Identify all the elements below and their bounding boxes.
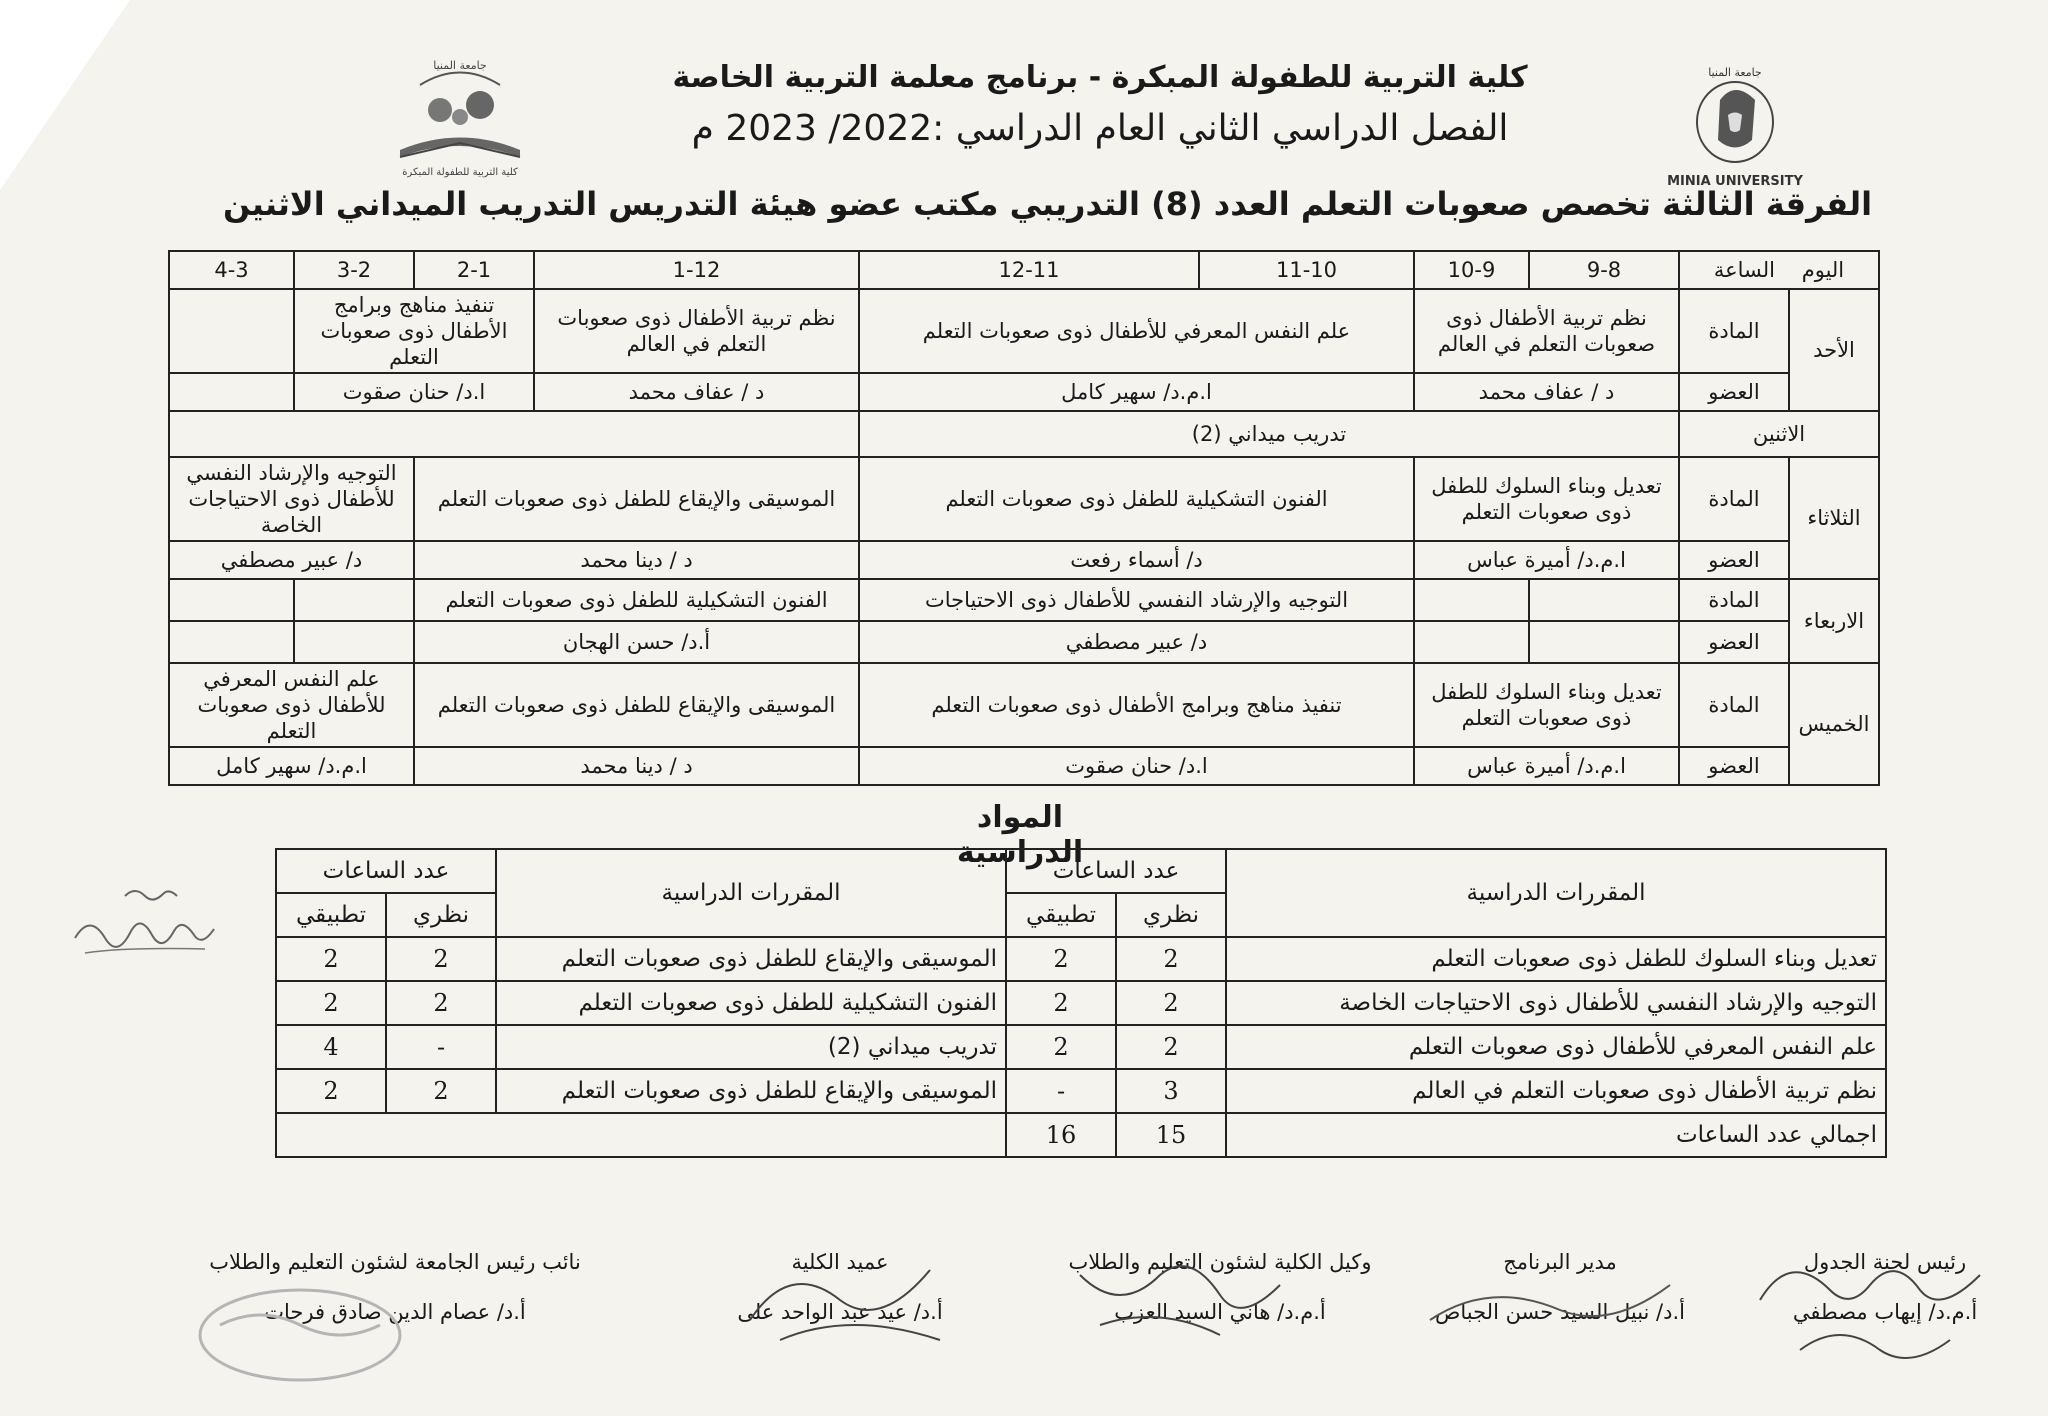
day-name: الخميس: [1789, 663, 1879, 785]
slot-header: 11-10: [1199, 251, 1414, 289]
handwritten-signature: [1060, 1245, 1300, 1365]
total-label: اجمالي عدد الساعات: [1226, 1113, 1886, 1157]
subject-row: [276, 981, 1886, 1025]
theory-hours: 2: [1116, 981, 1226, 1025]
schedule-cell: د/ أسماء رفعت: [859, 541, 1414, 579]
wednesday-subject-row: [169, 579, 1879, 621]
slot-header: 2-1: [414, 251, 534, 289]
schedule-cell: ا.م.د/ أميرة عباس: [1414, 747, 1679, 785]
theory-hours: 3: [1116, 1069, 1226, 1113]
sunday-member-row: [169, 373, 1879, 411]
row-label: العضو: [1679, 747, 1789, 785]
theory-hours: -: [386, 1025, 496, 1069]
practical-hours: -: [1006, 1069, 1116, 1113]
schedule-cell: [1414, 621, 1529, 663]
schedule-cell: د / عفاف محمد: [534, 373, 859, 411]
faded-stamp: [180, 1275, 420, 1405]
svg-text:MINIA UNIVERSITY: MINIA UNIVERSITY: [1667, 174, 1803, 189]
slot-header: 1-12: [534, 251, 859, 289]
slot-header: 4-3: [169, 251, 294, 289]
schedule-cell: [294, 579, 414, 621]
total-theory: 15: [1116, 1113, 1226, 1157]
schedule-cell: [169, 289, 294, 373]
row-label: العضو: [1679, 541, 1789, 579]
handwritten-signature: [1740, 1240, 2020, 1390]
subject-row: [276, 937, 1886, 981]
theory-header: نظري: [386, 893, 496, 937]
schedule-cell: علم النفس المعرفي للأطفال ذوى صعوبات التعلم: [169, 663, 414, 747]
course-name: نظم تربية الأطفال ذوى صعوبات التعلم في العالم: [1226, 1069, 1886, 1113]
row-label: المادة: [1679, 663, 1789, 747]
schedule-cell: [1414, 579, 1529, 621]
schedule-cell: تعديل وبناء السلوك للطفل ذوى صعوبات التعلم: [1414, 457, 1679, 541]
course-name: الموسيقى والإيقاع للطفل ذوى صعوبات التعلم: [496, 1069, 1006, 1113]
day-name: الاثنين: [1679, 411, 1879, 457]
thursday-subject-row: [169, 663, 1879, 747]
day-name: الأحد: [1789, 289, 1879, 411]
schedule-cell: [169, 621, 294, 663]
faculty-logo: [380, 55, 540, 180]
schedule-cell: [1529, 621, 1679, 663]
course-name: التوجيه والإرشاد النفسي للأطفال ذوى الاحتياجات الخاصة: [1226, 981, 1886, 1025]
signature-block-program-director: مدير البرنامج أ.د/ نبيل السيد حسن الجباص: [1434, 1250, 1685, 1324]
schedule-cell: الفنون التشكيلية للطفل ذوى صعوبات التعلم: [414, 579, 859, 621]
theory-hours: 2: [1116, 1025, 1226, 1069]
schedule-cell: [169, 579, 294, 621]
signatory-name: أ.م.د/ هاني السيد العزب: [1114, 1300, 1326, 1324]
slot-header: 3-2: [294, 251, 414, 289]
day-hour-header: اليوم الساعة: [1679, 251, 1879, 289]
signatory-name: أ.د/ عيد عبد الواحد على: [737, 1300, 943, 1324]
signatory-name: أ.م.د/ إيهاب مصطفي: [1792, 1300, 1978, 1324]
schedule-cell: [1529, 579, 1679, 621]
practical-hours: 2: [1006, 1025, 1116, 1069]
course-name: تعديل وبناء السلوك للطفل ذوى صعوبات التعلم: [1226, 937, 1886, 981]
schedule-cell: [294, 621, 414, 663]
schedule-cell: ا.د/ حنان صقوت: [294, 373, 534, 411]
signature-block-vice-dean: وكيل الكلية لشئون التعليم والطلاب أ.م.د/ هاني السيد العزب: [1068, 1250, 1372, 1324]
schedule-cell: أ.د/ حسن الهجان: [414, 621, 859, 663]
slot-header: 10-9: [1414, 251, 1529, 289]
practical-header: تطبيقي: [276, 893, 386, 937]
course-name: الموسيقى والإيقاع للطفل ذوى صعوبات التعلم: [496, 937, 1006, 981]
theory-hours: 2: [1116, 937, 1226, 981]
sunday-subject-row: [169, 289, 1879, 373]
day-name: الثلاثاء: [1789, 457, 1879, 579]
schedule-cell: د / عفاف محمد: [1414, 373, 1679, 411]
course-name: علم النفس المعرفي للأطفال ذوى صعوبات التعلم: [1226, 1025, 1886, 1069]
svg-text:جامعة المنيا: جامعة المنيا: [433, 59, 487, 72]
signatory-name: أ.د/ عصام الدين صادق فرحات: [264, 1300, 526, 1324]
signature-block-dean: عميد الكلية أ.د/ عيد عبد الواحد على: [737, 1250, 943, 1324]
schedule-title: الفرقة الثالثة تخصص صعوبات التعلم العدد (8) التدريبي مكتب عضو هيئة التدريس التدريب الميداني الاثنين: [222, 185, 1873, 223]
slot-header: 9-8: [1529, 251, 1679, 289]
signatory-name: أ.د/ نبيل السيد حسن الجباص: [1434, 1300, 1685, 1324]
schedule-cell: علم النفس المعرفي للأطفال ذوى صعوبات التعلم: [859, 289, 1414, 373]
subjects-header-row: [276, 849, 1886, 893]
practical-hours: 2: [276, 937, 386, 981]
subjects-title: المواد الدراسية: [956, 800, 1084, 870]
schedule-cell: ا.م.د/ أميرة عباس: [1414, 541, 1679, 579]
practical-hours: 2: [1006, 937, 1116, 981]
schedule-cell: نظم تربية الأطفال ذوى صعوبات التعلم في العالم: [1414, 289, 1679, 373]
handwritten-signature: [1420, 1270, 1680, 1350]
total-row: [276, 1113, 1886, 1157]
schedule-cell: ا.م.د/ سهير كامل: [169, 747, 414, 785]
hours-header: عدد الساعات: [1006, 849, 1226, 893]
hours-header: عدد الساعات: [276, 849, 496, 893]
schedule-cell: تدريب ميداني (2): [859, 411, 1679, 457]
schedule-cell: د/ عبير مصطفي: [169, 541, 414, 579]
schedule-cell: د / دينا محمد: [414, 541, 859, 579]
schedule-cell: الموسيقى والإيقاع للطفل ذوى صعوبات التعلم: [414, 457, 859, 541]
semester-heading: الفصل الدراسي الثاني العام الدراسي :2022/ 2023 م: [691, 108, 1509, 149]
row-label: المادة: [1679, 579, 1789, 621]
theory-hours: 2: [386, 937, 496, 981]
thursday-member-row: [169, 747, 1879, 785]
signature-block-vice-president: نائب رئيس الجامعة لشئون التعليم والطلاب أ.د/ عصام الدين صادق فرحات: [209, 1250, 581, 1324]
row-label: المادة: [1679, 289, 1789, 373]
subject-row: [276, 1025, 1886, 1069]
svg-text:كلية التربية للطفولة المبكرة: كلية التربية للطفولة المبكرة: [402, 167, 518, 178]
minia-university-logo: [1660, 60, 1810, 190]
courses-header: المقررات الدراسية: [1226, 849, 1886, 937]
wednesday-member-row: [169, 621, 1879, 663]
courses-header: المقررات الدراسية: [496, 849, 1006, 937]
practical-header: تطبيقي: [1006, 893, 1116, 937]
page-corner: [0, 0, 130, 190]
tuesday-member-row: [169, 541, 1879, 579]
schedule-cell: ا.م.د/ سهير كامل: [859, 373, 1414, 411]
tuesday-subject-row: [169, 457, 1879, 541]
schedule-cell: نظم تربية الأطفال ذوى صعوبات التعلم في العالم: [534, 289, 859, 373]
total-practical: 16: [1006, 1113, 1116, 1157]
schedule-cell: د/ عبير مصطفي: [859, 621, 1414, 663]
schedule-cell: التوجيه والإرشاد النفسي للأطفال ذوى الاحتياجات: [859, 579, 1414, 621]
faculty-program-heading: كلية التربية للطفولة المبكرة - برنامج معلمة التربية الخاصة: [672, 60, 1528, 95]
schedule-cell: [169, 373, 294, 411]
schedule-header-row: [169, 251, 1879, 289]
schedule-cell: تعديل وبناء السلوك للطفل ذوى صعوبات التعلم: [1414, 663, 1679, 747]
schedule-cell: الفنون التشكيلية للطفل ذوى صعوبات التعلم: [859, 457, 1414, 541]
subject-row: [276, 1069, 1886, 1113]
schedule-cell: تنفيذ مناهج وبرامج الأطفال ذوى صعوبات التعلم: [859, 663, 1414, 747]
monday-row: [169, 411, 1879, 457]
schedule-cell: د / دينا محمد: [414, 747, 859, 785]
practical-hours: 4: [276, 1025, 386, 1069]
schedule-cell: ا.د/ حنان صقوت: [859, 747, 1414, 785]
weekly-schedule-table: [168, 250, 1880, 786]
course-name: الفنون التشكيلية للطفل ذوى صعوبات التعلم: [496, 981, 1006, 1025]
practical-hours: 2: [276, 1069, 386, 1113]
practical-hours: 2: [276, 981, 386, 1025]
svg-text:جامعة المنيا: جامعة المنيا: [1708, 66, 1762, 79]
schedule-cell: التوجيه والإرشاد النفسي للأطفال ذوى الاحتياجات الخاصة: [169, 457, 414, 541]
theory-hours: 2: [386, 1069, 496, 1113]
handwritten-signature: [720, 1250, 980, 1360]
theory-header: نظري: [1116, 893, 1226, 937]
row-label: العضو: [1679, 373, 1789, 411]
schedule-cell: تنفيذ مناهج وبرامج الأطفال ذوى صعوبات التعلم: [294, 289, 534, 373]
schedule-cell: [169, 411, 859, 457]
schedule-cell: الموسيقى والإيقاع للطفل ذوى صعوبات التعلم: [414, 663, 859, 747]
signature-block-committee-head: رئيس لجنة الجدول أ.م.د/ إيهاب مصطفي: [1792, 1250, 1978, 1324]
theory-hours: 2: [386, 981, 496, 1025]
practical-hours: 2: [1006, 981, 1116, 1025]
day-name: الاربعاء: [1789, 579, 1879, 663]
handwritten-note: [55, 878, 235, 978]
slot-header: 12-11: [859, 251, 1199, 289]
row-label: المادة: [1679, 457, 1789, 541]
empty-cell: [276, 1113, 1006, 1157]
subjects-hours-table: [275, 848, 1887, 1158]
course-name: تدريب ميداني (2): [496, 1025, 1006, 1069]
row-label: العضو: [1679, 621, 1789, 663]
